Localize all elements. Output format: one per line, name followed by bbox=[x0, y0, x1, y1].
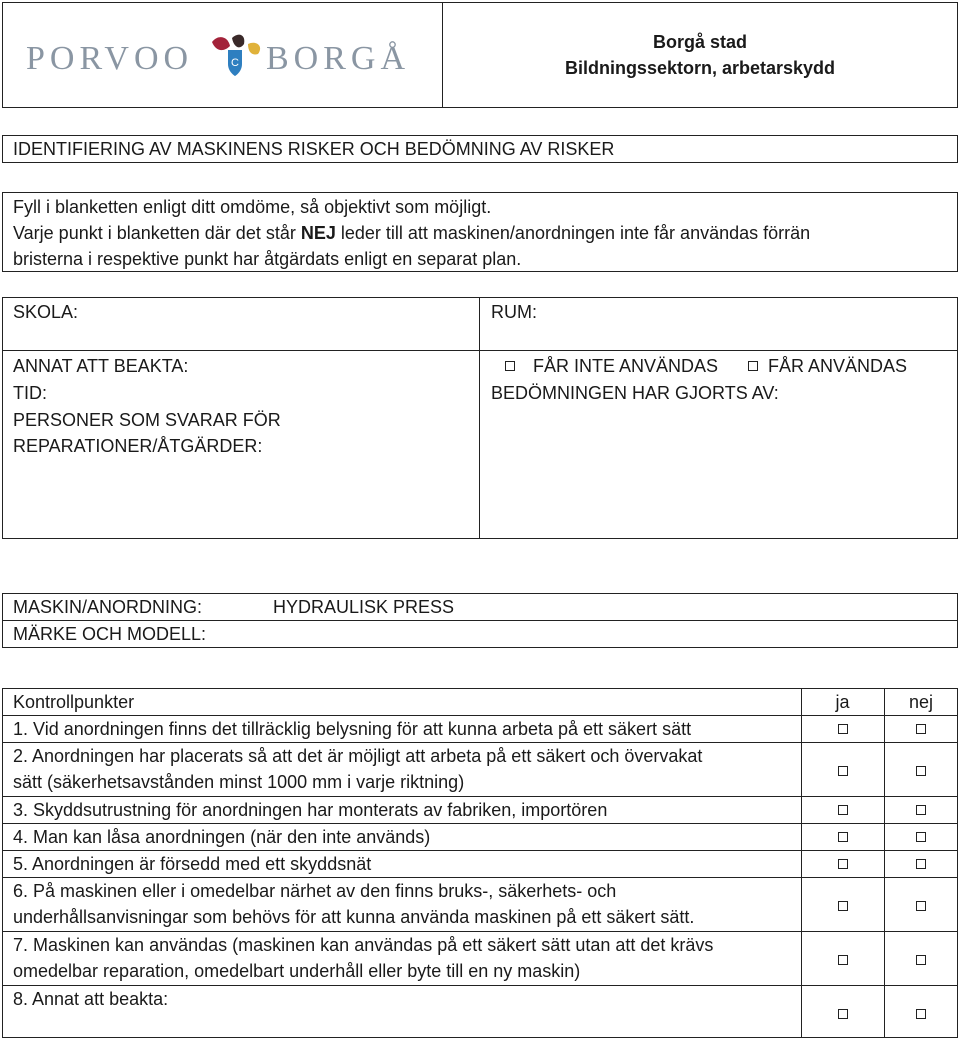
nej-emphasis: NEJ bbox=[300, 223, 336, 243]
department-name: Bildningssektorn, arbetarskydd bbox=[564, 58, 836, 78]
persons-label: PERSONER SOM SVARAR FÖR bbox=[13, 410, 281, 430]
yes-column-header: ja bbox=[835, 692, 850, 712]
checklist-yes-checkbox[interactable] bbox=[838, 766, 848, 776]
checklist-header: Kontrollpunkter bbox=[13, 692, 135, 712]
checklist-no-checkbox[interactable] bbox=[916, 766, 926, 776]
allowed-checkbox[interactable] bbox=[748, 361, 758, 371]
not-allowed-option[interactable] bbox=[505, 353, 718, 379]
checklist-no-checkbox[interactable] bbox=[916, 901, 926, 911]
other-label: ANNAT ATT BEAKTA: bbox=[13, 356, 189, 376]
form-title: IDENTIFIERING AV MASKINENS RISKER OCH BEDÖMNING AV RISKER bbox=[13, 139, 615, 159]
checklist-yes-checkbox[interactable] bbox=[838, 1009, 848, 1019]
checklist-no-checkbox[interactable] bbox=[916, 1009, 926, 1019]
checklist-item-text-continued: underhållsanvisningar som behövs för att kunna använda maskinen på ett säkert sätt. bbox=[13, 907, 695, 927]
logo-text-porvoo: PORVOO bbox=[26, 40, 194, 77]
checklist-item-text: 4. Man kan låsa anordningen (när den inte används) bbox=[13, 827, 431, 847]
checklist-item-text-continued: omedelbar reparation, omedelbart underhåll eller byte till en ny maskin) bbox=[13, 961, 581, 981]
checklist-item-text: 2. Anordningen har placerats så att det är möjligt att arbeta på ett säkert och övervakat bbox=[13, 746, 703, 766]
checklist-no-checkbox[interactable] bbox=[916, 859, 926, 869]
checklist-item-text: 7. Maskinen kan användas (maskinen kan användas på ett säkert sätt utan att det krävs bbox=[13, 935, 714, 955]
persons-label-2: REPARATIONER/ÅTGÄRDER: bbox=[13, 436, 263, 456]
room-label: RUM: bbox=[491, 302, 537, 322]
checklist-yes-cell[interactable] bbox=[801, 823, 884, 850]
checklist-yes-cell[interactable] bbox=[801, 850, 884, 877]
checklist-no-cell[interactable] bbox=[884, 823, 958, 850]
checklist-no-cell[interactable] bbox=[884, 931, 958, 985]
checklist-item-text: 3. Skyddsutrustning för anordningen har monterats av fabriken, importören bbox=[13, 800, 608, 820]
checklist-yes-checkbox[interactable] bbox=[838, 805, 848, 815]
checklist-yes-cell[interactable] bbox=[801, 742, 884, 796]
not-allowed-checkbox[interactable] bbox=[505, 361, 515, 371]
checklist-yes-cell[interactable] bbox=[801, 931, 884, 985]
org-name: Borgå stad bbox=[652, 32, 748, 52]
checklist-yes-cell[interactable] bbox=[801, 796, 884, 823]
no-column-header: nej bbox=[908, 692, 934, 712]
checklist-no-checkbox[interactable] bbox=[916, 832, 926, 842]
school-label: SKOLA: bbox=[13, 302, 79, 322]
info-divider-horizontal bbox=[2, 350, 958, 351]
checklist-yes-cell[interactable] bbox=[801, 877, 884, 931]
instructions-line-1: Fyll i blanketten enligt ditt omdöme, så objektivt som möjligt. bbox=[13, 197, 492, 217]
not-allowed-label: FÅR INTE ANVÄNDAS bbox=[533, 355, 719, 376]
checklist-no-cell[interactable] bbox=[884, 796, 958, 823]
checklist-no-cell[interactable] bbox=[884, 985, 958, 1038]
checklist-item-text-continued: sätt (säkerhetsavstånden minst 1000 mm i varje riktning) bbox=[13, 772, 465, 792]
svg-text:C: C bbox=[231, 57, 239, 69]
checklist-item-text: 8. Annat att beakta: bbox=[13, 989, 169, 1009]
checklist-item-text: 5. Anordningen är försedd med ett skyddsnät bbox=[13, 854, 372, 874]
allowed-option[interactable] bbox=[748, 353, 907, 379]
checklist-yes-checkbox[interactable] bbox=[838, 955, 848, 965]
time-label: TID: bbox=[13, 383, 47, 403]
checklist-no-cell[interactable] bbox=[884, 742, 958, 796]
checklist-no-checkbox[interactable] bbox=[916, 805, 926, 815]
logo-emblem-icon bbox=[204, 32, 266, 86]
checklist-yes-checkbox[interactable] bbox=[838, 859, 848, 869]
checklist-item-text: 6. På maskinen eller i omedelbar närhet av den finns bruks-, säkerhets- och bbox=[13, 881, 617, 901]
logo bbox=[26, 32, 426, 86]
checklist-no-cell[interactable] bbox=[884, 877, 958, 931]
instructions-line-2: Varje punkt i blanketten där det står NEJ leder till att maskinen/anordningen inte får användas förrän bbox=[13, 223, 811, 243]
allowed-label: FÅR ANVÄNDAS bbox=[768, 355, 908, 376]
checklist-yes-cell[interactable] bbox=[801, 985, 884, 1038]
machine-value: HYDRAULISK PRESS bbox=[273, 597, 455, 617]
logo-text-borga: BORGÅ bbox=[266, 40, 411, 77]
checklist-no-checkbox[interactable] bbox=[916, 955, 926, 965]
checklist-yes-checkbox[interactable] bbox=[838, 832, 848, 842]
machine-label: MASKIN/ANORDNING: bbox=[13, 597, 203, 617]
brand-label: MÄRKE OCH MODELL: bbox=[13, 624, 207, 644]
checklist-no-cell[interactable] bbox=[884, 850, 958, 877]
checklist-no-checkbox[interactable] bbox=[916, 724, 926, 734]
checklist-no-cell[interactable] bbox=[884, 715, 958, 742]
checklist-yes-checkbox[interactable] bbox=[838, 724, 848, 734]
checklist-yes-cell[interactable] bbox=[801, 715, 884, 742]
info-divider-vertical bbox=[479, 297, 480, 539]
instructions-line-3: bristerna i respektive punkt har åtgärdats enligt en separat plan. bbox=[13, 249, 522, 269]
checklist-yes-checkbox[interactable] bbox=[838, 901, 848, 911]
checklist-item-text: 1. Vid anordningen finns det tillräcklig belysning för att kunna arbeta på ett säkert sätt bbox=[13, 719, 692, 739]
assessed-by-label: BEDÖMNINGEN HAR GJORTS AV: bbox=[491, 383, 779, 403]
